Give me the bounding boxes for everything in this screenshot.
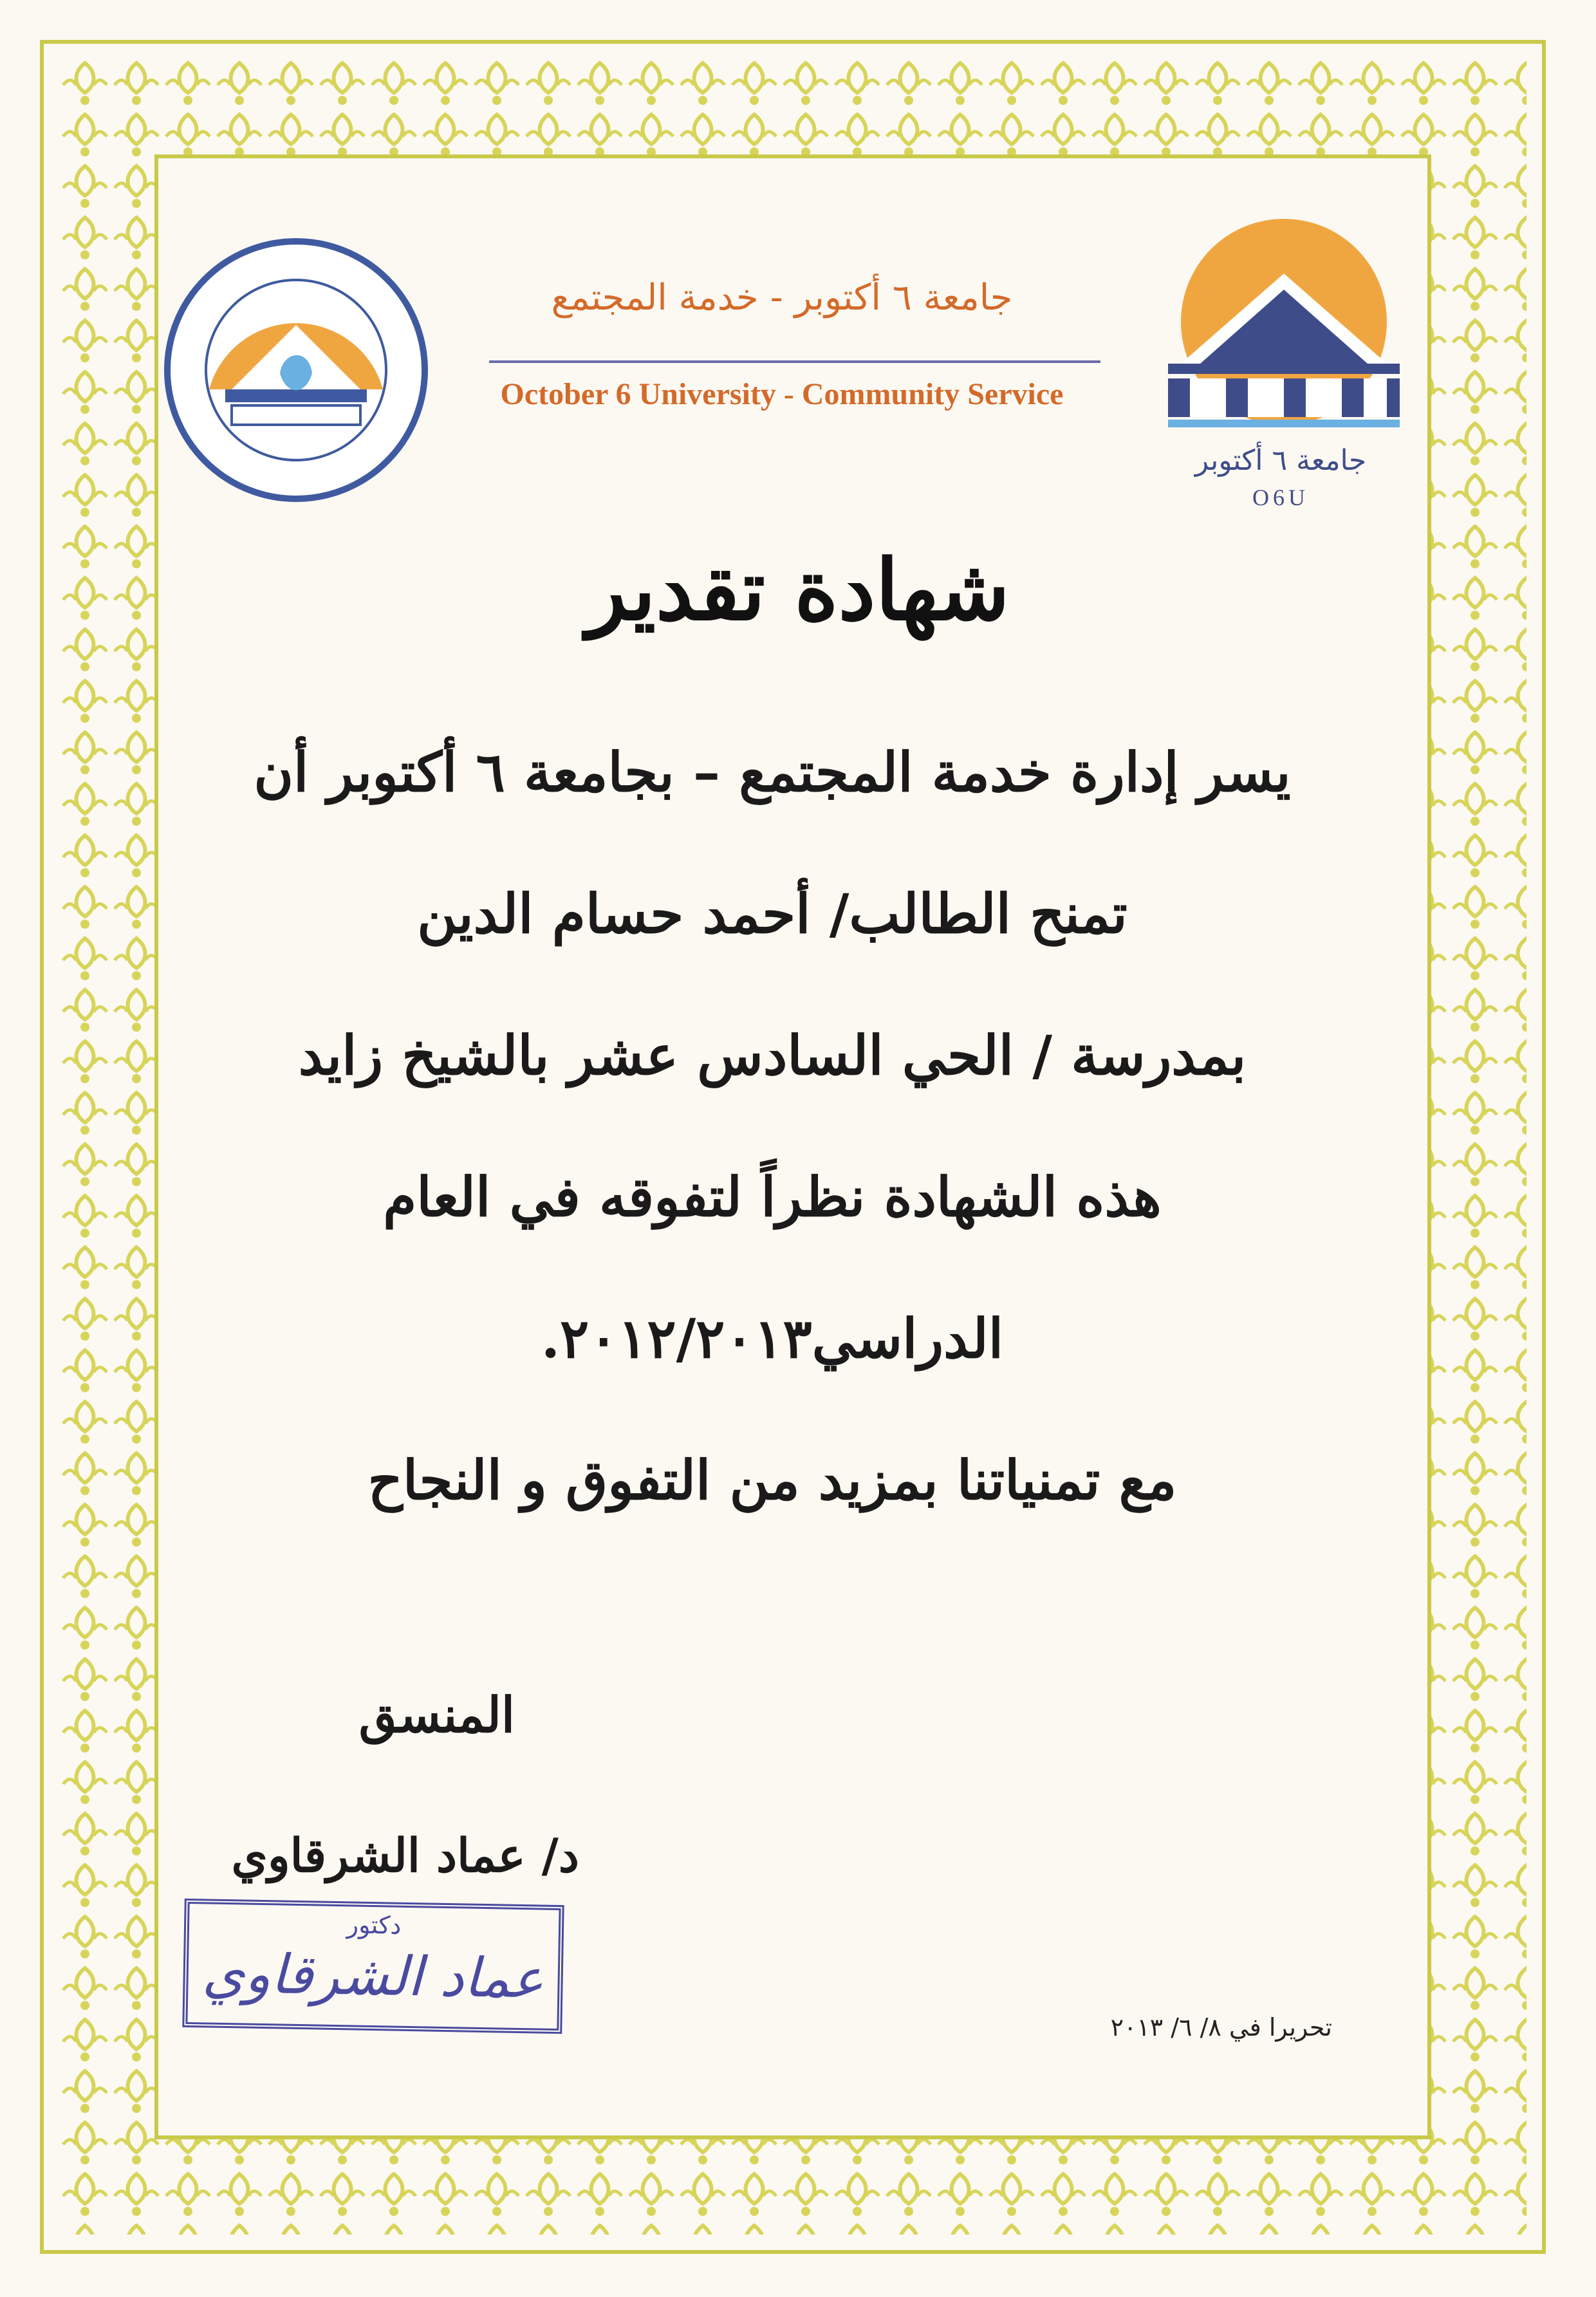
certificate-title: شهادة تقدير [586, 541, 1010, 639]
stamp-name: عماد الشرقاوي [201, 1941, 544, 2011]
body-line: بمدرسة / الحي السادس عشر بالشيخ زايد [298, 1023, 1247, 1087]
body-line: هذه الشهادة نظراً لتفوقه في العام [383, 1165, 1162, 1229]
o6u-abbreviation: O6U [1252, 485, 1309, 510]
issue-date: تحريرا في ٨/ ٦/ ٢٠١٣ [1110, 2013, 1332, 2041]
community-service-logo [154, 228, 438, 512]
body-line: يسر إدارة خدمة المجتمع – بجامعة ٦ أكتوبر أن [254, 740, 1291, 804]
header-divider [489, 360, 1100, 363]
coordinator-label: المنسق [358, 1686, 515, 1744]
o6u-arabic-name: جامعة ٦ أكتوبر [1194, 444, 1367, 477]
official-stamp [182, 1899, 564, 2034]
body-line: الدراسي٢٠١٢/٢٠١٣. [541, 1307, 1004, 1370]
body-line: مع تمنياتنا بمزيد من التفوق و النجاح [367, 1448, 1177, 1512]
header-english-title: October 6 University - Community Service [500, 377, 1064, 411]
stamp-title: دكتور [346, 1910, 402, 1940]
signer-name: د/ عماد الشرقاوي [231, 1828, 579, 1883]
body-line: تمنح الطالب/ أحمد حسام الدين [417, 882, 1127, 945]
header-arabic-title: جامعة ٦ أكتوبر - خدمة المجتمع [551, 277, 1013, 319]
